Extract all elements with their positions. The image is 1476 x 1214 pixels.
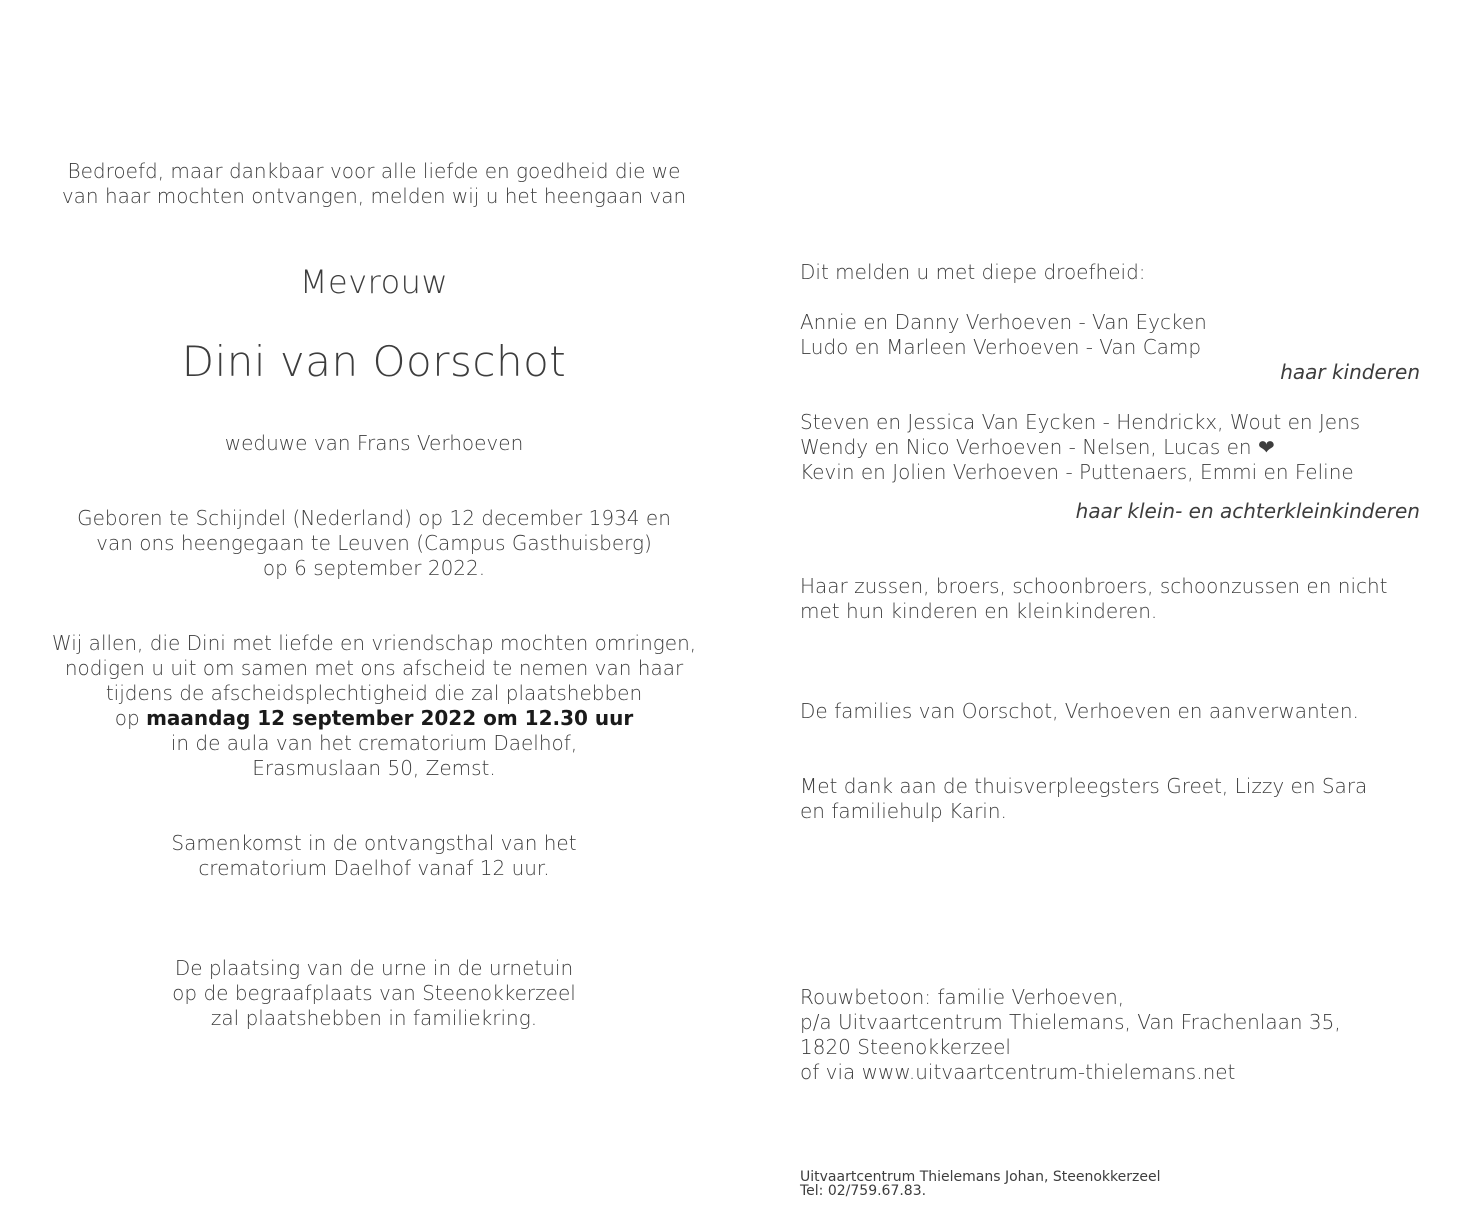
invite-line-5: in de aula van het crematorium Daelhof, [170,731,578,755]
urn-placement-info [44,956,704,1031]
thanks-text [800,774,1420,824]
child-1: Annie en Danny Verhoeven - Van Eycken [800,310,1207,334]
grandchildren-role-label: haar klein- en achterkleinkinderen [1075,499,1420,523]
grandchildren-list [800,410,1420,524]
intro-line-1: Bedroefd, maar dankbaar voor alle liefde en goedheid die we [67,159,681,183]
invite-line-4 [44,706,704,731]
urn-line-2: op de begraafplaats van Steenokkerzeel [172,981,576,1005]
widow-of: weduwe van Frans Verhoeven [224,431,524,455]
invite-line-3: tijdens de afscheidsplechtigheid die zal plaatshebben [105,681,643,705]
gathering-line-2: crematorium Daelhof vanaf 12 uur. [198,856,550,880]
grandchild-line-2-text: Wendy en Nico Verhoeven - Nelsen, Lucas en [800,435,1252,459]
condolence-contact [800,985,1420,1085]
born-line-2: van ons heengegaan te Leuven (Campus Gasthuisberg) [96,531,652,555]
siblings-text [800,574,1420,624]
grandchild-line-2 [800,435,1420,460]
urn-line-3: zal plaatshebben in familiekring. [210,1006,538,1030]
deceased-name: Dini van Oorschot [181,337,567,386]
urn-line-1: De plaatsing van de urne in de urnetuin [174,956,574,980]
gathering-line-1: Samenkomst in de ontvangsthal van het [171,831,577,855]
gathering-info [44,831,704,881]
invite-line-6: Erasmuslaan 50, Zemst. [252,756,496,780]
ceremony-invitation [44,631,704,781]
contact-line-2: p/a Uitvaartcentrum Thielemans, Van Frachenlaan 35, [800,1010,1341,1034]
born-line-3: op 6 september 2022. [262,556,486,580]
contact-line-1: Rouwbetoon: familie Verhoeven, [800,985,1125,1009]
family-heading: Dit melden u met diepe droefheid: [800,260,1146,284]
funeral-home-footer [800,1170,1160,1198]
contact-line-3: 1820 Steenokkerzeel [800,1035,1011,1059]
contact-website: of via www.uitvaartcentrum-thielemans.net [800,1060,1236,1084]
footer-line-1: Uitvaartcentrum Thielemans Johan, Steenokkerzeel [800,1169,1161,1185]
invite-line-2: nodigen u uit om samen met ons afscheid te nemen van haar [64,656,684,680]
birth-death-details [44,506,704,581]
child-2: Ludo en Marleen Verhoeven - Van Camp [800,335,1202,359]
families-text: De families van Oorschot, Verhoeven en aanverwanten. [800,699,1359,723]
deceased-title: Mevrouw [299,263,449,301]
invite-line-1: Wij allen, die Dini met liefde en vriendschap mochten omringen, [51,631,697,655]
thanks-line-1: Met dank aan de thuisverpleegsters Greet, Lizzy en Sara [800,774,1368,798]
ceremony-date: maandag 12 september 2022 om 12.30 uur [146,706,634,730]
intro-line-2: van haar mochten ontvangen, melden wij u het heengaan van [61,184,687,208]
grandchild-line-3: Kevin en Jolien Verhoeven - Puttenaers, Emmi en Feline [800,460,1354,484]
siblings-line-1: Haar zussen, broers, schoonbroers, schoonzussen en nicht [800,574,1388,598]
invite-date-prefix: op [114,706,147,730]
thanks-line-2: en familiehulp Karin. [800,799,1007,823]
children-list [800,310,1420,385]
heart-icon: ❤ [1257,435,1275,459]
born-line-1: Geboren te Schijndel (Nederland) op 12 december 1934 en [77,506,671,530]
footer-line-2: Tel: 02/759.67.83. [800,1183,927,1199]
intro-text [44,159,704,209]
siblings-line-2: met hun kinderen en kleinkinderen. [800,599,1158,623]
grandchild-line-1: Steven en Jessica Van Eycken - Hendrickx, Wout en Jens [800,410,1361,434]
children-role-label: haar kinderen [1280,360,1420,384]
